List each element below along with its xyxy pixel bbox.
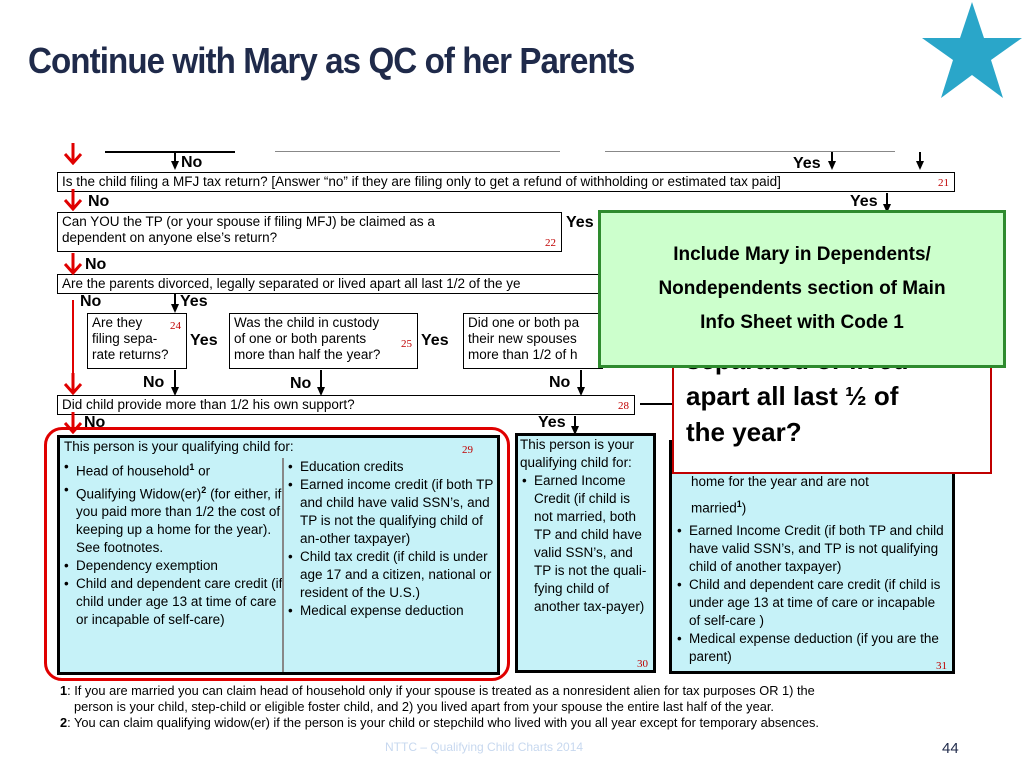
footnote-1-continued: person is your child, step-child or eligible foster child, and 2) you lived apart from your spouse the entire last half of the year. — [74, 699, 774, 714]
top-divider-line — [605, 151, 895, 152]
question-25-line: of one or both parents — [234, 331, 367, 346]
answer-yes: Yes — [421, 332, 449, 349]
question-28-text: Did child provide more than 1/2 his own support? — [62, 397, 355, 412]
question-number: 30 — [637, 658, 648, 670]
question-callout — [672, 352, 992, 474]
question-26-line: more than 1/2 of h — [468, 347, 578, 362]
question-number: 22 — [545, 237, 556, 249]
answer-no: No — [290, 375, 312, 392]
result-box-30-list — [520, 472, 651, 616]
answer-no: No — [88, 193, 110, 210]
question-number: 25 — [401, 338, 412, 350]
question-24-line: filing sepa- — [92, 331, 158, 346]
list-item: • Earned Income Credit (if both TP and child have valid SSN’s, and TP is not qualifying child of another taxpayer) — [675, 522, 949, 576]
instruction-callout-line: Info Sheet with Code 1 — [700, 312, 904, 333]
question-21-box — [57, 172, 955, 192]
list-item: • Earned income credit (if both TP and child have valid SSN’s, and TP is not the qualifying child of an-other taxpayer) — [286, 476, 496, 548]
red-arrow-icon — [63, 373, 83, 395]
question-number: 21 — [938, 177, 949, 189]
question-number: 29 — [462, 444, 473, 456]
page-number: 44 — [942, 740, 959, 757]
question-21-text: Is the child filing a MFJ tax return? [Answer “no” if they are filing only to get a refund of withholding or estimated tax paid] — [62, 174, 781, 189]
red-arrow-icon — [63, 253, 83, 275]
question-26-box — [463, 313, 603, 369]
answer-no: No — [80, 293, 102, 310]
highlight-ring — [44, 427, 510, 681]
answer-no: No — [85, 256, 107, 273]
list-item: • Child and dependent care credit (if child under age 13 at time of care or incapable of self-care) — [62, 575, 284, 629]
list-item: • Child and dependent care credit (if child is under age 13 at time of care or incapable of self-care ) — [675, 576, 949, 630]
answer-no: No — [143, 374, 165, 391]
list-item: • Education credits — [286, 458, 496, 476]
answer-yes: Yes — [190, 332, 218, 349]
result-box-31 — [669, 440, 955, 674]
question-25-line: Was the child in custody — [234, 315, 380, 330]
answer-yes: Yes — [538, 414, 566, 431]
question-number: 28 — [618, 400, 629, 412]
answer-yes: Yes — [850, 193, 878, 210]
red-arrow-icon — [63, 189, 83, 211]
list-item: • Medical expense deduction (if you are the parent) — [675, 630, 949, 666]
list-item: • Earned Income Credit (if child is not married, both TP and child have valid SSN’s, and TP is not the quali-fying child of another tax-payer) — [520, 472, 651, 616]
answer-no: No — [84, 414, 106, 431]
question-24-line: Are they — [92, 315, 143, 330]
arrow-down-icon — [171, 161, 179, 170]
question-23-box — [57, 274, 602, 294]
slide-title: Continue with Mary as QC of her Parents — [28, 40, 635, 81]
question-22-box — [57, 212, 562, 252]
question-number: 24 — [170, 320, 181, 332]
footnote-2: 2: You can claim qualifying widow(er) if the person is your child or stepchild who lived with you all year except for temporary absences. — [60, 715, 819, 730]
question-callout-line: apart all last ½ of — [686, 381, 899, 411]
answer-no: No — [549, 374, 571, 391]
top-divider-line — [105, 151, 235, 153]
connector — [640, 403, 676, 405]
list-item: • Qualifying Widow(er)$^2$ (for either, if you paid more than 1/2 the cost of keeping up a home for the year). See footnotes. — [62, 481, 284, 558]
footnotes — [60, 683, 960, 731]
question-23-text: Are the parents divorced, legally separated or lived apart all last 1/2 of the ye — [62, 276, 521, 291]
red-arrow-icon — [63, 412, 83, 434]
red-arrow-icon — [63, 143, 83, 165]
list-item: • Child tax credit (if child is under age 17 and a citizen, national or resident of the U.S.) — [286, 548, 496, 602]
question-number: 31 — [936, 660, 947, 672]
question-25-box — [229, 313, 418, 369]
slide-footer: NTTC – Qualifying Child Charts 2014 — [385, 740, 584, 754]
question-24-box — [87, 313, 187, 369]
result-box-31-partial: home for the year and are not — [691, 474, 869, 489]
question-22-line: Can YOU the TP (or your spouse if filing MFJ) be claimed as a — [62, 214, 435, 229]
result-box-31-partial: married$^1$) — [691, 499, 747, 516]
top-divider-line — [275, 151, 560, 152]
arrow-down-icon — [828, 161, 836, 170]
instruction-callout-line: Nondependents section of Main — [658, 278, 946, 299]
result-box-29-heading: This person is your qualifying child for: — [64, 439, 294, 454]
result-box-30-heading: This person is your qualifying child for: — [520, 437, 635, 470]
list-item: • Head of household$^1$ or — [62, 458, 284, 481]
question-24-line: rate returns? — [92, 347, 169, 362]
question-26-line: Did one or both pa — [468, 315, 580, 330]
question-callout-line: the year? — [686, 417, 802, 447]
list-item: • Dependency exemption — [62, 557, 284, 575]
answer-yes: Yes — [180, 293, 208, 310]
footnote-1: 1: If you are married you can claim head of household only if your spouse is treated as a nonresident alien for tax purposes OR 1) the — [60, 683, 815, 698]
answer-yes: Yes — [566, 214, 594, 231]
question-26-line: their new spouses — [468, 331, 577, 346]
question-22-line: dependent on anyone else’s return? — [62, 230, 278, 245]
instruction-callout-line: Include Mary in Dependents/ — [673, 244, 931, 265]
list-item: • Medical expense deduction — [286, 602, 496, 620]
answer-no: No — [181, 154, 203, 171]
instruction-callout — [598, 210, 1006, 368]
arrow-down-icon — [916, 161, 924, 170]
question-28-box — [57, 395, 635, 415]
question-25-line: more than half the year? — [234, 347, 381, 362]
result-box-30 — [515, 433, 656, 673]
arrow-down-icon — [171, 304, 179, 313]
result-box-31-list — [675, 522, 949, 666]
answer-yes: Yes — [793, 155, 821, 172]
